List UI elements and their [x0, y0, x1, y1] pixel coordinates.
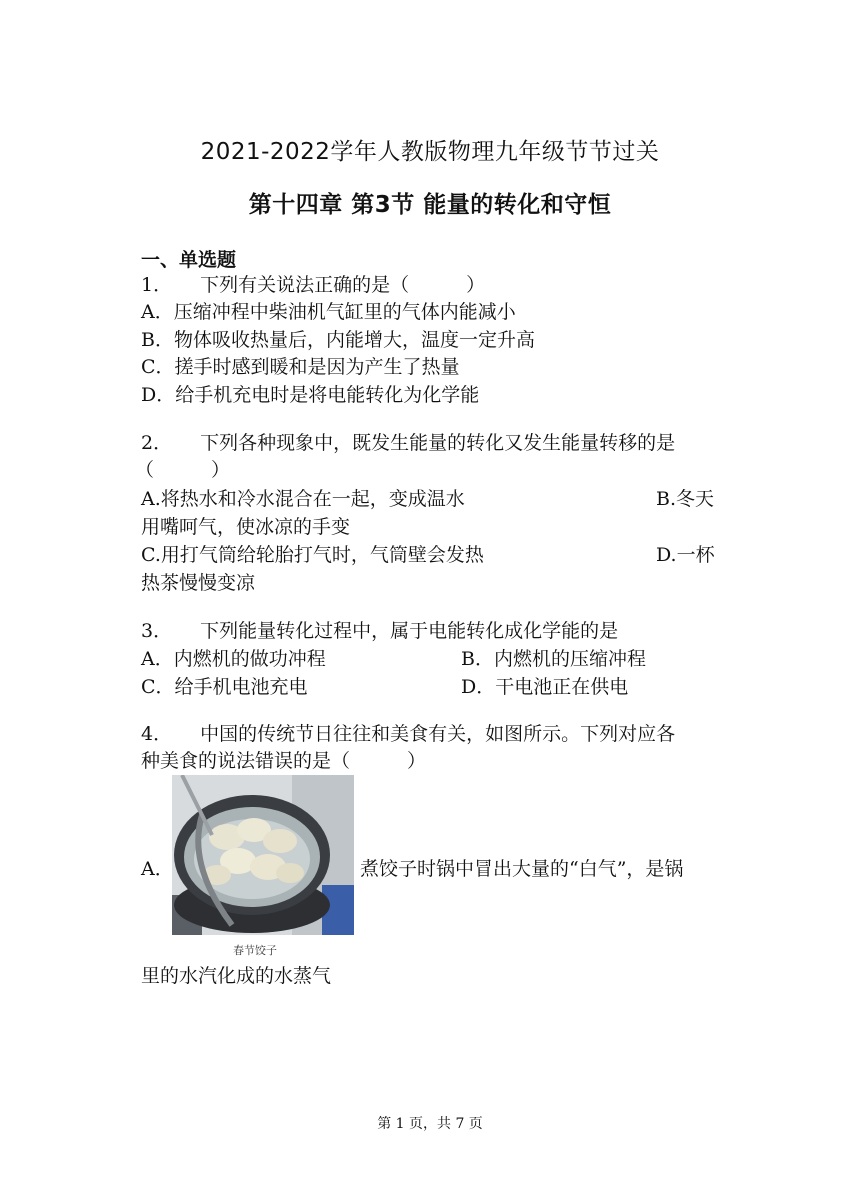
question-number: 1． — [141, 274, 173, 296]
question-4-stem — [141, 720, 675, 748]
question-number: 2． — [141, 432, 173, 454]
question-2-option-d-rest: 热茶慢慢变凉 — [141, 572, 256, 594]
question-1-stem — [141, 271, 485, 299]
dumplings-photo — [172, 775, 354, 935]
question-3-option-d: D．干电池正在供电 — [461, 676, 629, 698]
question-2-stem — [141, 429, 675, 457]
section-heading: 一、单选题 — [141, 249, 237, 271]
page-footer: 第 1 页，共 7 页 — [377, 1116, 483, 1132]
question-text: 下列各种现象中，既发生能量的转化又发生能量转移的是 — [200, 432, 676, 454]
question-number: 3． — [141, 620, 173, 642]
question-1-option-b: B．物体吸收热量后，内能增大，温度一定升高 — [141, 329, 535, 351]
document-title: 2021-2022学年人教版物理九年级节节过关 — [200, 139, 660, 165]
question-2-answer-paren: （ ） — [135, 459, 231, 481]
question-text: 中国的传统节日往往和美食有关，如图所示。下列对应各 — [200, 723, 676, 745]
question-2-option-b-rest: 用嘴呵气，使冰凉的手变 — [141, 516, 351, 538]
question-3-option-a: A．内燃机的做功冲程 — [141, 648, 326, 670]
question-4-stem-continued: 种美食的说法错误的是（ ） — [141, 750, 427, 772]
question-4-option-a-label: A． — [141, 858, 174, 880]
question-2-option-d-start: D.一杯 — [656, 544, 715, 566]
question-2-option-b-start: B.冬天 — [656, 488, 715, 510]
dumplings-illustration — [172, 775, 354, 935]
question-4-option-a-text-continued: 里的水汽化成的水蒸气 — [141, 965, 332, 987]
question-1-option-c: C．搓手时感到暖和是因为产生了热量 — [141, 356, 460, 378]
question-text: 下列能量转化过程中，属于电能转化成化学能的是 — [200, 620, 619, 642]
question-4-option-a-text: 煮饺子时锅中冒出大量的“白气”，是锅 — [360, 858, 684, 880]
question-2-option-c: C.用打气筒给轮胎打气时，气筒壁会发热 — [141, 544, 484, 566]
photo-caption: 春节饺子 — [233, 944, 277, 957]
question-text: 下列有关说法正确的是（ ） — [200, 274, 486, 296]
question-number: 4． — [141, 723, 173, 745]
question-1-option-d: D．给手机充电时是将电能转化为化学能 — [141, 384, 480, 406]
question-1-option-a: A．压缩冲程中柴油机气缸里的气体内能减小 — [141, 301, 516, 323]
question-3-option-c: C．给手机电池充电 — [141, 676, 308, 698]
question-2-option-a: A.将热水和冷水混合在一起，变成温水 — [141, 488, 465, 510]
question-3-option-b: B．内燃机的压缩冲程 — [461, 648, 646, 670]
question-3-stem — [141, 617, 618, 645]
chapter-subtitle: 第十四章 第3节 能量的转化和守恒 — [248, 192, 612, 218]
